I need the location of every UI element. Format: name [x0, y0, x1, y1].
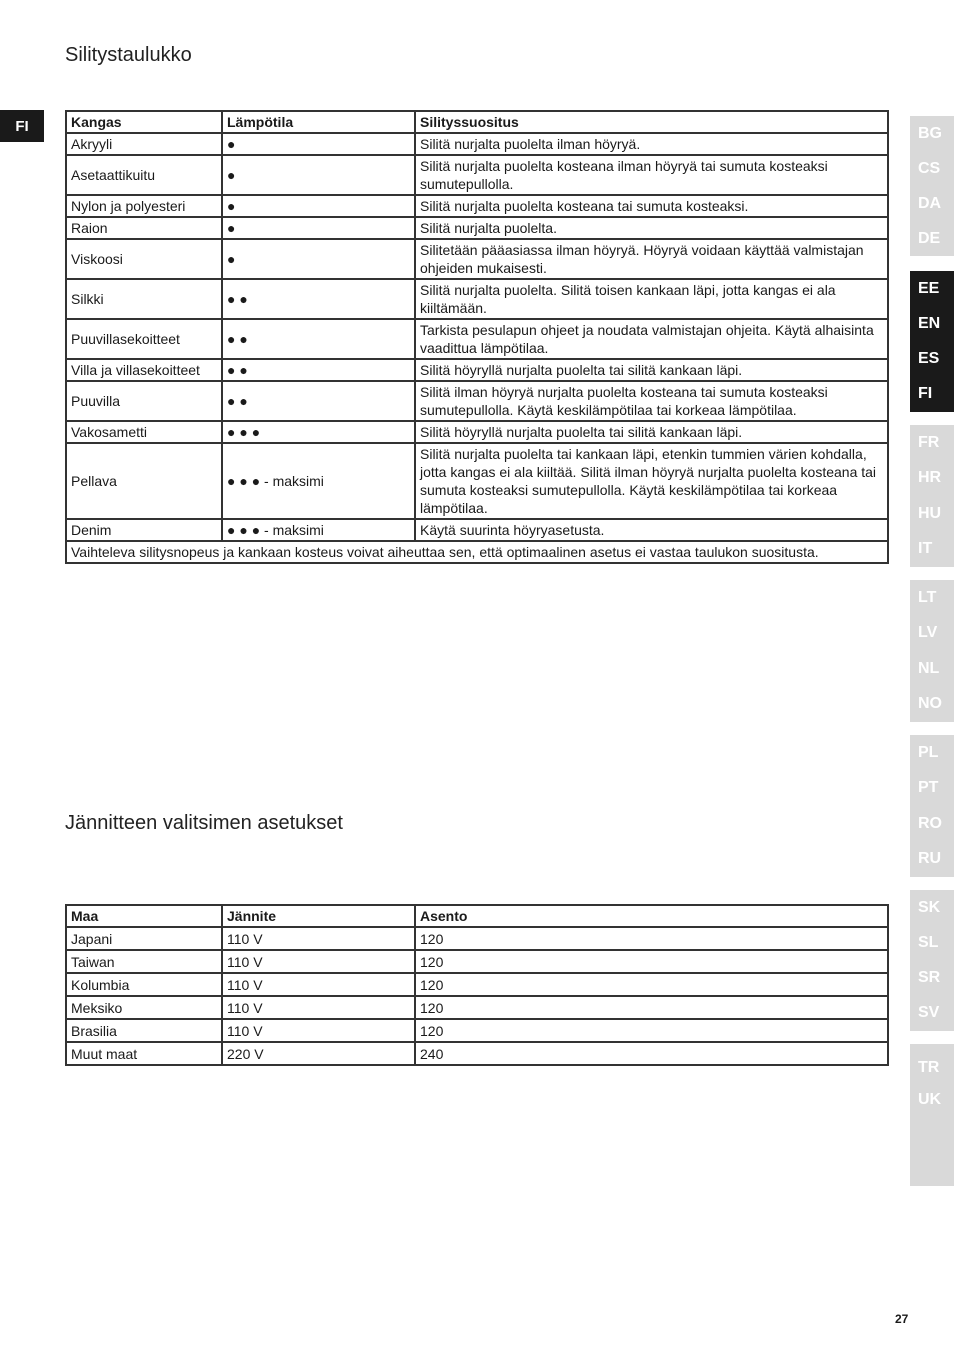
- temperature-cell: ●: [222, 195, 415, 217]
- table-row: [66, 1042, 888, 1065]
- country-cell: Taiwan: [66, 950, 222, 973]
- language-link-fr[interactable]: FR: [918, 433, 940, 451]
- table-row: [66, 996, 888, 1019]
- table-row: [66, 381, 888, 421]
- country-cell: Meksiko: [66, 996, 222, 1019]
- language-link-nl[interactable]: NL: [918, 659, 940, 677]
- current-language-tag: FI: [0, 110, 44, 142]
- language-link-pt[interactable]: PT: [918, 779, 939, 797]
- temperature-cell: ● ●: [222, 319, 415, 359]
- table-row: [66, 279, 888, 319]
- language-link-lt[interactable]: LT: [918, 588, 937, 606]
- advice-cell: Silitä nurjalta puolelta kosteana ilman höyryä tai sumuta kosteaksi sumutepullolla.: [415, 155, 888, 195]
- temperature-cell: ● ● ● - maksimi: [222, 443, 415, 519]
- table-row: [66, 950, 888, 973]
- header-voltage: Jännite: [222, 905, 415, 927]
- temperature-cell: ● ● ●: [222, 421, 415, 443]
- advice-cell: Silitetään pääasiassa ilman höyryä. Höyryä voidaan käyttää valmistajan ohjeiden mukaisesti.: [415, 239, 888, 279]
- fabric-cell: Asetaattikuitu: [66, 155, 222, 195]
- country-cell: Japani: [66, 927, 222, 950]
- advice-cell: Silitä nurjalta puolelta ilman höyryä.: [415, 133, 888, 155]
- header-country: Maa: [66, 905, 222, 927]
- fabric-cell: Nylon ja polyesteri: [66, 195, 222, 217]
- position-cell: 120: [415, 996, 888, 1019]
- language-group-6: [910, 890, 954, 1031]
- position-cell: 120: [415, 973, 888, 996]
- table-row: [66, 1019, 888, 1042]
- temperature-cell: ●: [222, 239, 415, 279]
- table-row: [66, 443, 888, 519]
- table-row: [66, 155, 888, 195]
- fabric-cell: Puuvilla: [66, 381, 222, 421]
- position-cell: 120: [415, 927, 888, 950]
- language-link-pl[interactable]: PL: [918, 743, 939, 761]
- advice-cell: Tarkista pesulapun ohjeet ja noudata valmistajan ohjeita. Käytä alhaisinta vaadittua lämpötilaa.: [415, 319, 888, 359]
- voltage-table: [65, 904, 889, 1066]
- page-number: 27: [895, 1312, 909, 1326]
- language-link-ro[interactable]: RO: [918, 814, 942, 832]
- table-row: [66, 359, 888, 381]
- advice-cell: Silitä nurjalta puolelta. Silitä toisen kankaan läpi, jotta kangas ei ala kiiltämään.: [415, 279, 888, 319]
- advice-cell: Käytä suurinta höyryasetusta.: [415, 519, 888, 541]
- section-title-voltage-settings: Jännitteen valitsimen asetukset: [65, 812, 343, 834]
- language-group-7: [910, 1044, 954, 1186]
- fabric-cell: Vakosametti: [66, 421, 222, 443]
- header-advice: Silityssuositus: [415, 111, 888, 133]
- language-link-hr[interactable]: HR: [918, 469, 942, 487]
- language-link-sv[interactable]: SV: [918, 1004, 940, 1022]
- table-row: [66, 239, 888, 279]
- fabric-cell: Viskoosi: [66, 239, 222, 279]
- table-row: [66, 421, 888, 443]
- language-link-fi[interactable]: FI: [918, 385, 933, 403]
- table-row: [66, 133, 888, 155]
- table-header-row: [66, 905, 888, 927]
- language-link-sk[interactable]: SK: [918, 898, 941, 916]
- language-group-5: [910, 735, 954, 877]
- voltage-cell: 110 V: [222, 950, 415, 973]
- advice-cell: Silitä höyryllä nurjalta puolelta tai silitä kankaan läpi.: [415, 359, 888, 381]
- advice-cell: Silitä nurjalta puolelta.: [415, 217, 888, 239]
- fabric-cell: Akryyli: [66, 133, 222, 155]
- voltage-cell: 110 V: [222, 927, 415, 950]
- language-link-bg[interactable]: BG: [918, 124, 942, 142]
- table-footer-row: [66, 541, 888, 563]
- language-link-ru[interactable]: RU: [918, 850, 942, 868]
- ironing-table: [65, 110, 889, 564]
- temperature-cell: ●: [222, 133, 415, 155]
- language-link-sl[interactable]: SL: [918, 933, 939, 951]
- language-link-ee[interactable]: EE: [918, 279, 940, 297]
- voltage-cell: 110 V: [222, 996, 415, 1019]
- advice-cell: Silitä höyryllä nurjalta puolelta tai silitä kankaan läpi.: [415, 421, 888, 443]
- temperature-cell: ● ●: [222, 279, 415, 319]
- language-link-sr[interactable]: SR: [918, 969, 941, 987]
- voltage-cell: 220 V: [222, 1042, 415, 1065]
- temperature-cell: ●: [222, 217, 415, 239]
- fabric-cell: Silkki: [66, 279, 222, 319]
- language-link-uk[interactable]: UK: [918, 1091, 942, 1108]
- temperature-cell: ●: [222, 155, 415, 195]
- temperature-cell: ● ● ● - maksimi: [222, 519, 415, 541]
- language-link-no[interactable]: NO: [918, 695, 942, 713]
- country-cell: Muut maat: [66, 1042, 222, 1065]
- table-row: [66, 519, 888, 541]
- table-row: [66, 319, 888, 359]
- header-temperature: Lämpötila: [222, 111, 415, 133]
- language-link-es[interactable]: ES: [918, 350, 940, 368]
- language-group-4: [910, 580, 954, 722]
- section-title-ironing-table: Silitystaulukko: [65, 44, 192, 66]
- language-link-it[interactable]: IT: [918, 540, 933, 558]
- position-cell: 120: [415, 1019, 888, 1042]
- fabric-cell: Raion: [66, 217, 222, 239]
- language-link-tr[interactable]: TR: [918, 1059, 940, 1076]
- advice-cell: Silitä nurjalta puolelta tai kankaan läpi, etenkin tummien värien kohdalla, jotta kangas ei ala kiiltää. Silitä ilman höyryä nurjalta puolelta kosteana tai sumuta kosteaksi sumutepullolla. Käytä keskilämpötilaa tai korkeaa lämpötilaa.: [415, 443, 888, 519]
- country-cell: Brasilia: [66, 1019, 222, 1042]
- language-link-de[interactable]: DE: [918, 229, 941, 247]
- ironing-note: Vaihteleva silitysnopeus ja kankaan kosteus voivat aiheuttaa sen, että optimaalinen asetus ei vastaa taulukon suositusta.: [66, 541, 888, 563]
- advice-cell: Silitä nurjalta puolelta kosteana tai sumuta kosteaksi.: [415, 195, 888, 217]
- language-group-2: [910, 271, 954, 412]
- position-cell: 240: [415, 1042, 888, 1065]
- temperature-cell: ● ●: [222, 359, 415, 381]
- language-link-lv[interactable]: LV: [918, 624, 938, 642]
- language-link-da[interactable]: DA: [918, 194, 942, 212]
- fabric-cell: Puuvillasekoitteet: [66, 319, 222, 359]
- advice-cell: Silitä ilman höyryä nurjalta puolelta kosteana tai sumuta kosteaksi sumutepullolla. Käytä keskilämpötilaa tai korkeaa lämpötilaa.: [415, 381, 888, 421]
- language-link-en[interactable]: EN: [918, 314, 941, 332]
- fabric-cell: Denim: [66, 519, 222, 541]
- fabric-cell: Villa ja villasekoitteet: [66, 359, 222, 381]
- country-cell: Kolumbia: [66, 973, 222, 996]
- header-position: Asento: [415, 905, 888, 927]
- temperature-cell: ● ●: [222, 381, 415, 421]
- language-group-3: [910, 425, 954, 567]
- table-row: [66, 927, 888, 950]
- position-cell: 120: [415, 950, 888, 973]
- table-row: [66, 973, 888, 996]
- table-row: [66, 195, 888, 217]
- voltage-cell: 110 V: [222, 1019, 415, 1042]
- language-link-hu[interactable]: HU: [918, 504, 942, 522]
- language-group-1: [910, 116, 954, 256]
- language-link-cs[interactable]: CS: [918, 159, 941, 177]
- fabric-cell: Pellava: [66, 443, 222, 519]
- table-row: [66, 217, 888, 239]
- header-fabric: Kangas: [66, 111, 222, 133]
- table-header-row: [66, 111, 888, 133]
- voltage-cell: 110 V: [222, 973, 415, 996]
